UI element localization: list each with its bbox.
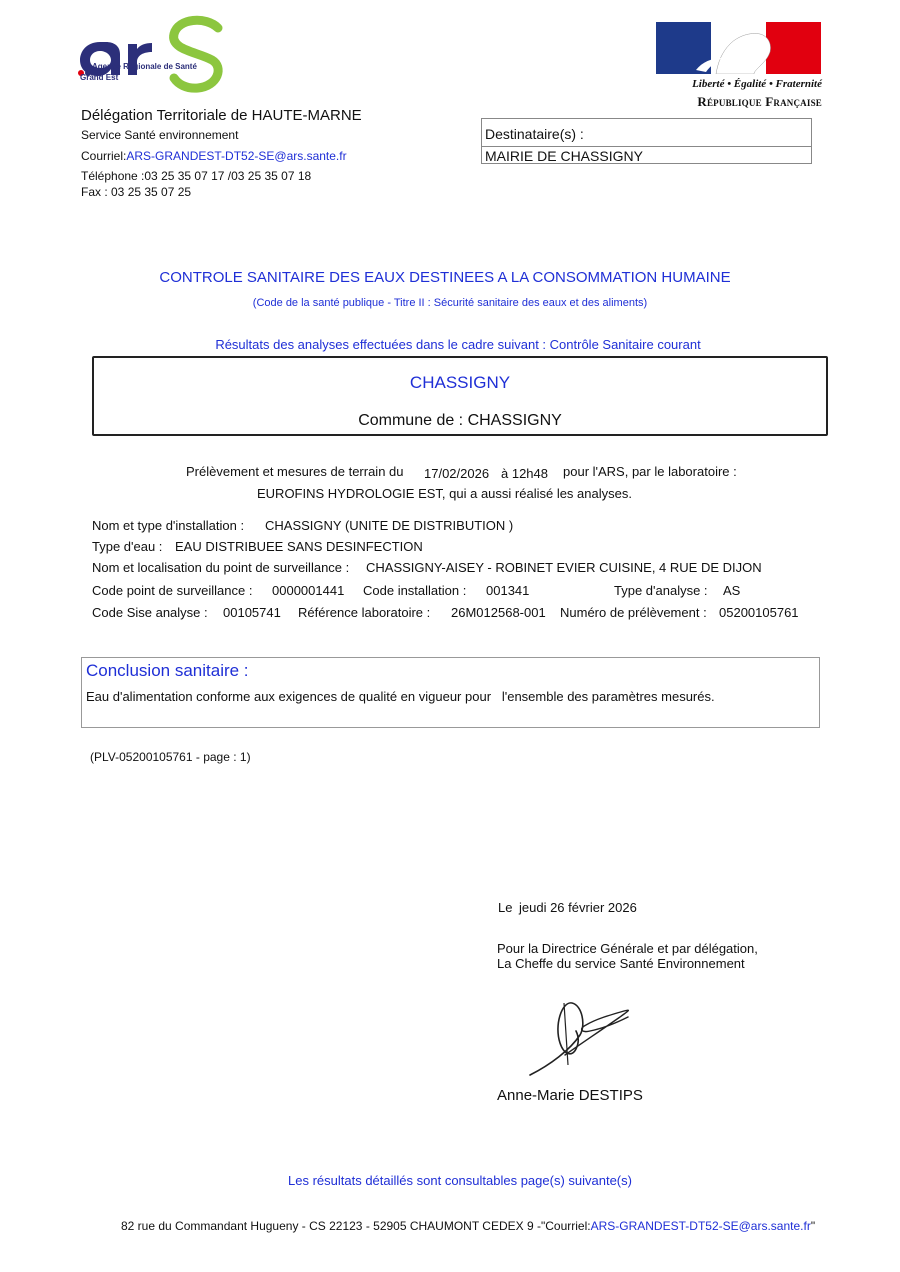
point-label: Nom et localisation du point de surveillance : — [92, 560, 350, 575]
page-reference: (PLV-05200105761 - page : 1) — [90, 750, 251, 764]
signature-line-1: Pour la Directrice Générale et par délégation, — [497, 941, 758, 956]
recipient-box — [481, 118, 812, 164]
signature-date: jeudi 26 février 2026 — [519, 900, 637, 915]
recipient-name: MAIRIE DE CHASSIGNY — [485, 148, 643, 164]
conclusion-box — [81, 657, 820, 728]
ars-logo-dots — [78, 63, 92, 71]
lab-name: EUROFINS HYDROLOGIE EST, qui a aussi réalisé les analyses. — [257, 486, 632, 501]
signature-date-prefix: Le — [498, 900, 513, 915]
footer-email-link[interactable]: ARS-GRANDEST-DT52-SE@ars.sante.fr — [590, 1219, 811, 1233]
conclusion-title: Conclusion sanitaire : — [86, 661, 249, 680]
courriel-line — [81, 149, 347, 163]
footer-address — [121, 1219, 815, 1233]
analysis-context: Résultats des analyses effectuées dans le cadre suivant : Contrôle Sanitaire courant — [215, 337, 701, 352]
document-subtitle: (Code de la santé publique - Titre II : Sécurité sanitaire des eaux et des aliments) — [252, 297, 648, 309]
conclusion-text: Eau d'alimentation conforme aux exigences de qualité en vigueur pour l'ensemble des paramètres mesurés. — [86, 689, 715, 704]
lab-ref-value: 26M012568-001 — [451, 605, 546, 620]
sampling-time: à 12h48 — [501, 466, 548, 481]
rf-motto: Liberté • Égalité • Fraternité — [692, 78, 822, 90]
installation-value: CHASSIGNY (UNITE DE DISTRIBUTION ) — [265, 518, 514, 533]
signature-line-2: La Cheffe du service Santé Environnement — [497, 956, 745, 971]
handwritten-signature — [520, 995, 640, 1085]
water-type-label: Type d'eau : — [92, 539, 163, 554]
sise-label: Code Sise analyse : — [92, 605, 208, 620]
ars-logo-region: Grand Est — [80, 73, 119, 82]
point-value: CHASSIGNY-AISEY - ROBINET EVIER CUISINE, 4 RUE DE DIJON — [366, 560, 762, 575]
rf-name: République Française — [697, 94, 822, 109]
delegation-title: Délégation Territoriale de HAUTE-MARNE — [81, 107, 362, 124]
recipient-label: Destinataire(s) : — [482, 119, 811, 147]
ars-logo — [78, 14, 238, 98]
code-install-value: 001341 — [486, 583, 530, 598]
sampling-date: 17/02/2026 — [424, 466, 490, 481]
document-title: CONTROLE SANITAIRE DES EAUX DESTINEES A LA CONSOMMATION HUMAINE — [159, 269, 731, 286]
code-install-label: Code installation : — [363, 583, 467, 598]
analysis-type-label: Type d'analyse : — [614, 583, 708, 598]
analysis-type-value: AS — [723, 583, 741, 598]
installation-label: Nom et type d'installation : — [92, 518, 245, 533]
lab-intro: pour l'ARS, par le laboratoire : — [563, 464, 737, 479]
lab-ref-label: Référence laboratoire : — [298, 605, 431, 620]
telephone: Téléphone :03 25 35 07 17 /03 25 35 07 18 — [81, 169, 312, 183]
commune-name: Commune de : CHASSIGNY — [358, 412, 562, 429]
detailed-results-note: Les résultats détaillés sont consultables page(s) suivante(s) — [288, 1173, 632, 1188]
code-point-value: 0000001441 — [272, 583, 345, 598]
location-box — [92, 356, 828, 436]
sample-number-value: 05200105761 — [719, 605, 799, 620]
water-type-value: EAU DISTRIBUEE SANS DESINFECTION — [175, 539, 423, 554]
courriel-label: Courriel: — [81, 149, 127, 163]
sampling-intro: Prélèvement et mesures de terrain du — [186, 464, 404, 479]
signer-name: Anne-Marie DESTIPS — [497, 1087, 643, 1104]
footer-address-end: " — [810, 1219, 816, 1233]
courriel-link[interactable]: ARS-GRANDEST-DT52-SE@ars.sante.fr — [126, 149, 347, 163]
fax: Fax : 03 25 35 07 25 — [81, 185, 192, 199]
location-name: CHASSIGNY — [409, 373, 511, 392]
code-point-label: Code point de surveillance : — [92, 583, 253, 598]
footer-address-text: 82 rue du Commandant Hugueny - CS 22123 - 52905 CHAUMONT CEDEX 9 -"Courriel: — [121, 1219, 591, 1233]
marianne-flag-logo — [656, 22, 821, 74]
sise-value: 00105741 — [223, 605, 281, 620]
service-name: Service Santé environnement — [81, 128, 239, 142]
sample-number-label: Numéro de prélèvement : — [560, 605, 707, 620]
ars-logo-subtitle: Agence Régionale de Santé — [92, 62, 197, 71]
